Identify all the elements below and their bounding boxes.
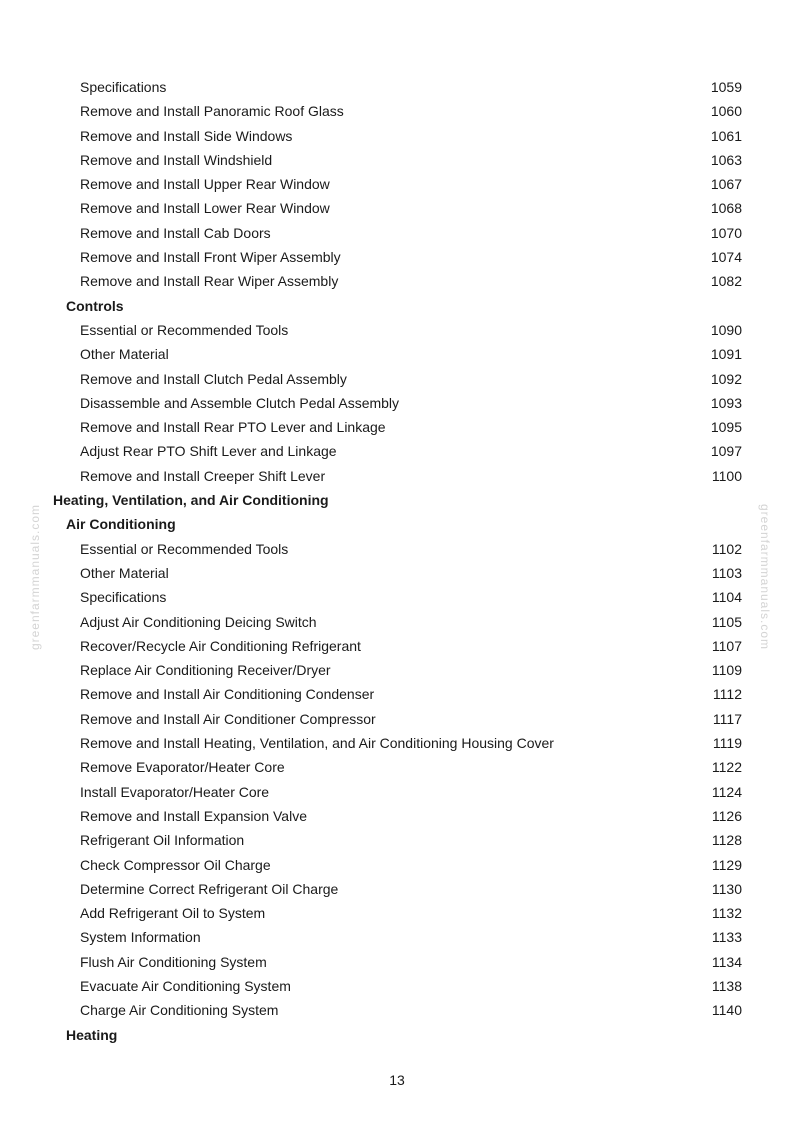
toc-entry[interactable] [0, 901, 794, 925]
toc-entry[interactable] [0, 974, 794, 998]
toc-entry-page-number: 1060 [710, 103, 742, 120]
toc-entry-page-number: 1132 [711, 905, 742, 922]
toc-entry-page-number: 1124 [711, 783, 742, 800]
toc-entry-title: Add Refrigerant Oil to System [80, 905, 266, 922]
toc-entry-title: Remove and Install Air Conditioner Compressor [80, 710, 376, 727]
toc-entry[interactable] [0, 634, 794, 658]
toc-entry-title: System Information [80, 929, 201, 946]
toc-entry[interactable] [0, 99, 794, 123]
toc-entry-page-number: 1117 [712, 710, 742, 727]
toc-entry[interactable] [0, 561, 794, 585]
toc-entry-title: Remove and Install Creeper Shift Lever [80, 467, 326, 484]
toc-entry[interactable] [0, 75, 794, 99]
toc-entry-title: Other Material [80, 564, 169, 581]
toc-entry-page-number: 1112 [712, 686, 742, 703]
toc-entry[interactable] [0, 367, 794, 391]
toc-entry-title: Remove and Install Upper Rear Window [80, 176, 330, 193]
toc-entry[interactable] [0, 342, 794, 366]
toc-section-heading[interactable] [0, 294, 794, 318]
toc-entry-page-number: 1091 [710, 346, 742, 363]
toc-entry-page-number: 1107 [711, 637, 742, 654]
toc-entry[interactable] [0, 828, 794, 852]
toc-entry-title: Remove and Install Windshield [80, 151, 273, 168]
toc-entry-page-number: 1126 [711, 807, 742, 824]
toc-entry-page-number: 1063 [710, 151, 742, 168]
toc-entry-page-number: 1140 [711, 1002, 742, 1019]
toc-entry[interactable] [0, 755, 794, 779]
toc-entry-title: Remove and Install Panoramic Roof Glass [80, 103, 344, 120]
toc-entry-page-number: 1092 [710, 370, 742, 387]
watermark-left: greenfarmmanuals.com [28, 503, 42, 651]
toc-entry[interactable] [0, 221, 794, 245]
toc-entry-page-number: 1070 [710, 224, 742, 241]
toc-entry[interactable] [0, 853, 794, 877]
toc-section-heading[interactable] [0, 512, 794, 536]
toc-entry-title: Remove and Install Air Conditioning Condenser [80, 686, 375, 703]
toc-entry[interactable] [0, 464, 794, 488]
toc-entry-page-number: 1128 [711, 832, 742, 849]
toc-entry[interactable] [0, 585, 794, 609]
toc-entry-title: Remove and Install Cab Doors [80, 224, 271, 241]
toc-entry-title: Remove Evaporator/Heater Core [80, 759, 285, 776]
toc-entry-title: Essential or Recommended Tools [80, 540, 289, 557]
toc-entry-title: Replace Air Conditioning Receiver/Dryer [80, 662, 331, 679]
toc-entry-title: Other Material [80, 346, 169, 363]
toc-entry-title: Remove and Install Side Windows [80, 127, 293, 144]
table-of-contents [0, 75, 794, 1047]
toc-entry-title: Remove and Install Rear Wiper Assembly [80, 273, 339, 290]
toc-entry-page-number: 1100 [711, 467, 742, 484]
toc-entry-title: Disassemble and Assemble Clutch Pedal Assembly [80, 394, 400, 411]
toc-entry-page-number: 1105 [711, 613, 742, 630]
toc-entry[interactable] [0, 658, 794, 682]
toc-entry[interactable] [0, 950, 794, 974]
toc-entry-page-number: 1119 [712, 735, 742, 752]
toc-entry-page-number: 1138 [711, 977, 742, 994]
toc-entry-title: Remove and Install Front Wiper Assembly [80, 249, 341, 266]
toc-entry[interactable] [0, 610, 794, 634]
toc-entry-page-number: 1133 [711, 929, 742, 946]
toc-entry-title: Remove and Install Rear PTO Lever and Linkage [80, 419, 386, 436]
toc-entry[interactable] [0, 682, 794, 706]
toc-entry-title: Refrigerant Oil Information [80, 832, 245, 849]
toc-entry-title: Air Conditioning [66, 516, 176, 533]
toc-entry-page-number: 1067 [710, 176, 742, 193]
toc-entry-page-number: 1093 [710, 394, 742, 411]
toc-entry-title: Heating [66, 1026, 118, 1043]
toc-entry-page-number: 1130 [711, 880, 742, 897]
toc-entry[interactable] [0, 124, 794, 148]
toc-entry[interactable] [0, 537, 794, 561]
toc-entry-page-number: 1068 [710, 200, 742, 217]
toc-entry-page-number: 1082 [710, 273, 742, 290]
toc-entry[interactable] [0, 318, 794, 342]
toc-entry-title: Essential or Recommended Tools [80, 321, 289, 338]
toc-entry-title: Recover/Recycle Air Conditioning Refrigerant [80, 637, 361, 654]
toc-entry-page-number: 1095 [710, 419, 742, 436]
toc-entry-title: Controls [66, 297, 124, 314]
toc-entry-page-number: 1104 [711, 589, 742, 606]
toc-entry[interactable] [0, 780, 794, 804]
toc-entry[interactable] [0, 415, 794, 439]
toc-section-heading[interactable] [0, 488, 794, 512]
toc-entry-title: Charge Air Conditioning System [80, 1002, 279, 1019]
toc-entry[interactable] [0, 439, 794, 463]
toc-entry-title: Determine Correct Refrigerant Oil Charge [80, 880, 339, 897]
toc-entry-title: Install Evaporator/Heater Core [80, 783, 270, 800]
toc-entry-page-number: 1134 [711, 953, 742, 970]
toc-entry-title: Specifications [80, 79, 167, 95]
toc-entry-title: Specifications [80, 589, 167, 606]
toc-entry[interactable] [0, 925, 794, 949]
toc-entry-title: Remove and Install Expansion Valve [80, 807, 307, 824]
toc-entry-page-number: 1090 [710, 321, 742, 338]
toc-entry[interactable] [0, 196, 794, 220]
toc-entry-title: Flush Air Conditioning System [80, 953, 267, 970]
toc-entry[interactable] [0, 731, 794, 755]
toc-entry[interactable] [0, 877, 794, 901]
toc-entry-title: Heating, Ventilation, and Air Conditioning [53, 492, 329, 509]
toc-entry[interactable] [0, 998, 794, 1022]
toc-entry[interactable] [0, 391, 794, 415]
toc-entry-title: Remove and Install Clutch Pedal Assembly [80, 370, 347, 387]
toc-entry-title: Evacuate Air Conditioning System [80, 977, 291, 994]
toc-entry-page-number: 1061 [710, 127, 742, 144]
toc-entry[interactable] [0, 804, 794, 828]
toc-entry-title: Remove and Install Lower Rear Window [80, 200, 330, 217]
toc-entry-title: Adjust Air Conditioning Deicing Switch [80, 613, 317, 630]
toc-entry-title: Check Compressor Oil Charge [80, 856, 271, 873]
toc-entry-page-number: 1129 [711, 856, 742, 873]
toc-entry-page-number: 1102 [711, 540, 742, 557]
watermark-right: greenfarmmanuals.com [758, 503, 772, 651]
toc-entry-page-number: 1074 [710, 249, 742, 266]
toc-entry[interactable] [0, 172, 794, 196]
toc-entry[interactable] [0, 707, 794, 731]
toc-entry[interactable] [0, 245, 794, 269]
toc-entry-page-number: 1122 [711, 759, 742, 776]
toc-entry-page-number: 1103 [711, 564, 742, 581]
toc-entry-page-number: 1097 [710, 443, 742, 460]
toc-entry-page-number: 1059 [710, 79, 742, 95]
toc-entry-title: Adjust Rear PTO Shift Lever and Linkage [80, 443, 337, 460]
toc-entry-title: Remove and Install Heating, Ventilation, and Air Conditioning Housing Cover [80, 735, 554, 752]
toc-entry-page-number: 1109 [711, 662, 742, 679]
toc-section-heading[interactable] [0, 1023, 794, 1047]
page-number: 13 [389, 1072, 405, 1088]
toc-entry[interactable] [0, 148, 794, 172]
toc-entry[interactable] [0, 269, 794, 293]
